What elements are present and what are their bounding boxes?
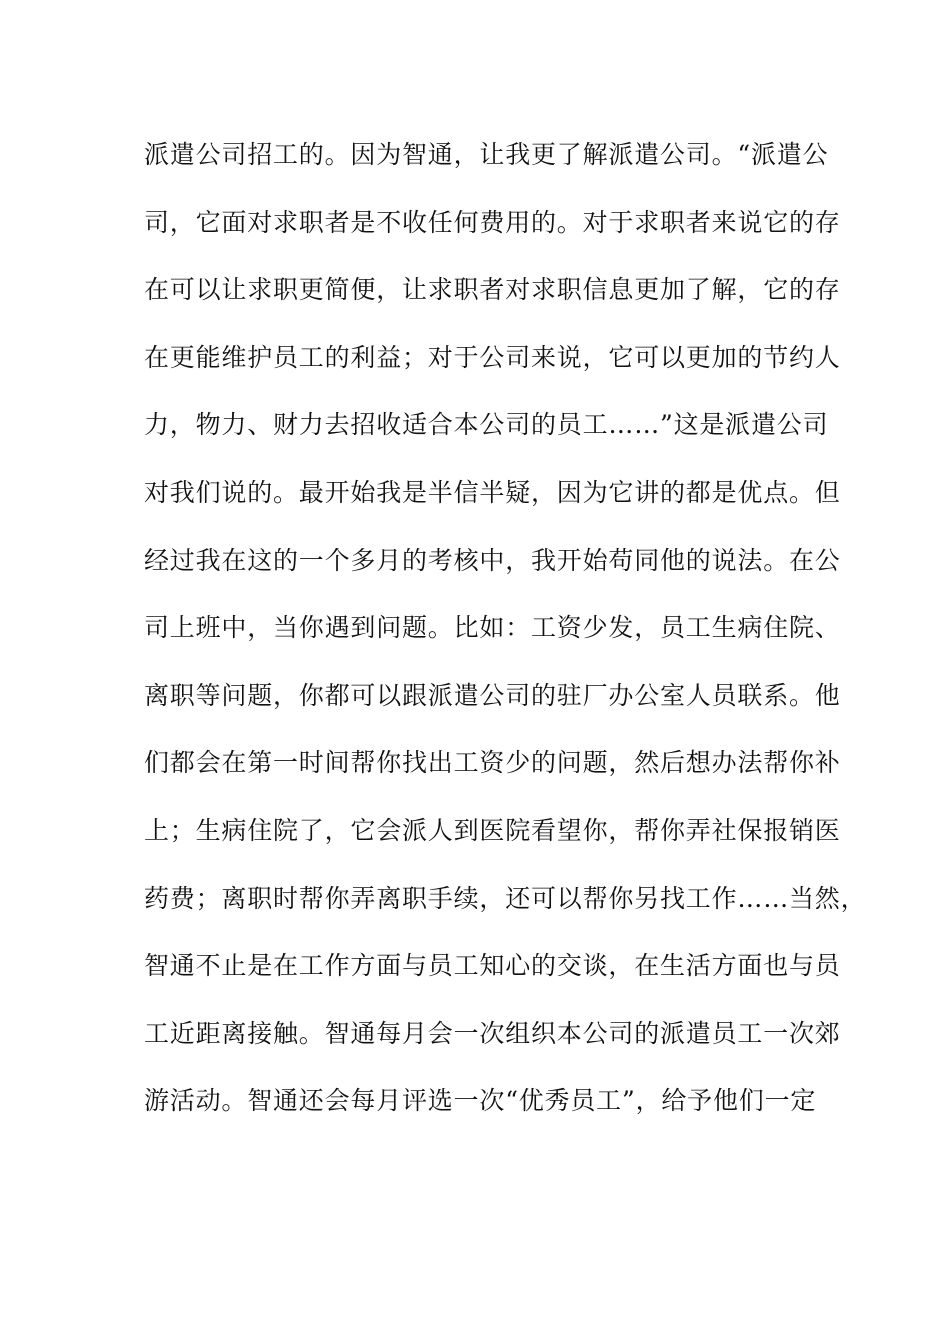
text-line-1: 派遣公司招工的。因为智通，让我更了解派遣公司。“派遣公 (144, 140, 829, 169)
text-line-12: 药费；离职时帮你弄离职手续，还可以帮你另找工作……当然， (144, 883, 867, 913)
text-line-10: 们都会在第一时间帮你找出工资少的问题，然后想办法帮你补 (144, 748, 841, 778)
text-line-5: 力，物力、财力去招收适合本公司的员工……”这是派遣公司 (144, 410, 829, 440)
text-line-13: 智通不止是在工作方面与员工知心的交谈，在生活方面也与员 (144, 951, 841, 981)
text-line-11: 上；生病住院了，它会派人到医院看望你，帮你弄社保报销医 (144, 815, 841, 845)
text-line-15: 游活动。智通还会每月评选一次“优秀员工”，给予他们一定 (144, 1086, 817, 1116)
body-text (144, 131, 867, 1145)
text-line-14: 工近距离接触。智通每月会一次组织本公司的派遣员工一次郊 (144, 1018, 841, 1048)
text-line-6: 对我们说的。最开始我是半信半疑，因为它讲的都是优点。但 (144, 477, 841, 507)
text-line-3: 在可以让求职更简便，让求职者对求职信息更加了解，它的存 (144, 275, 841, 305)
text-line-9: 离职等问题，你都可以跟派遣公司的驻厂办公室人员联系。他 (144, 680, 841, 710)
text-line-2: 司，它面对求职者是不收任何费用的。对于求职者来说它的存 (144, 207, 841, 237)
text-line-4: 在更能维护员工的利益；对于公司来说，它可以更加的节约人 (144, 342, 841, 372)
text-line-7: 经过我在这的一个多月的考核中，我开始苟同他的说法。在公 (144, 545, 841, 575)
text-line-8: 司上班中，当你遇到问题。比如：工资少发，员工生病住院、 (144, 613, 841, 643)
